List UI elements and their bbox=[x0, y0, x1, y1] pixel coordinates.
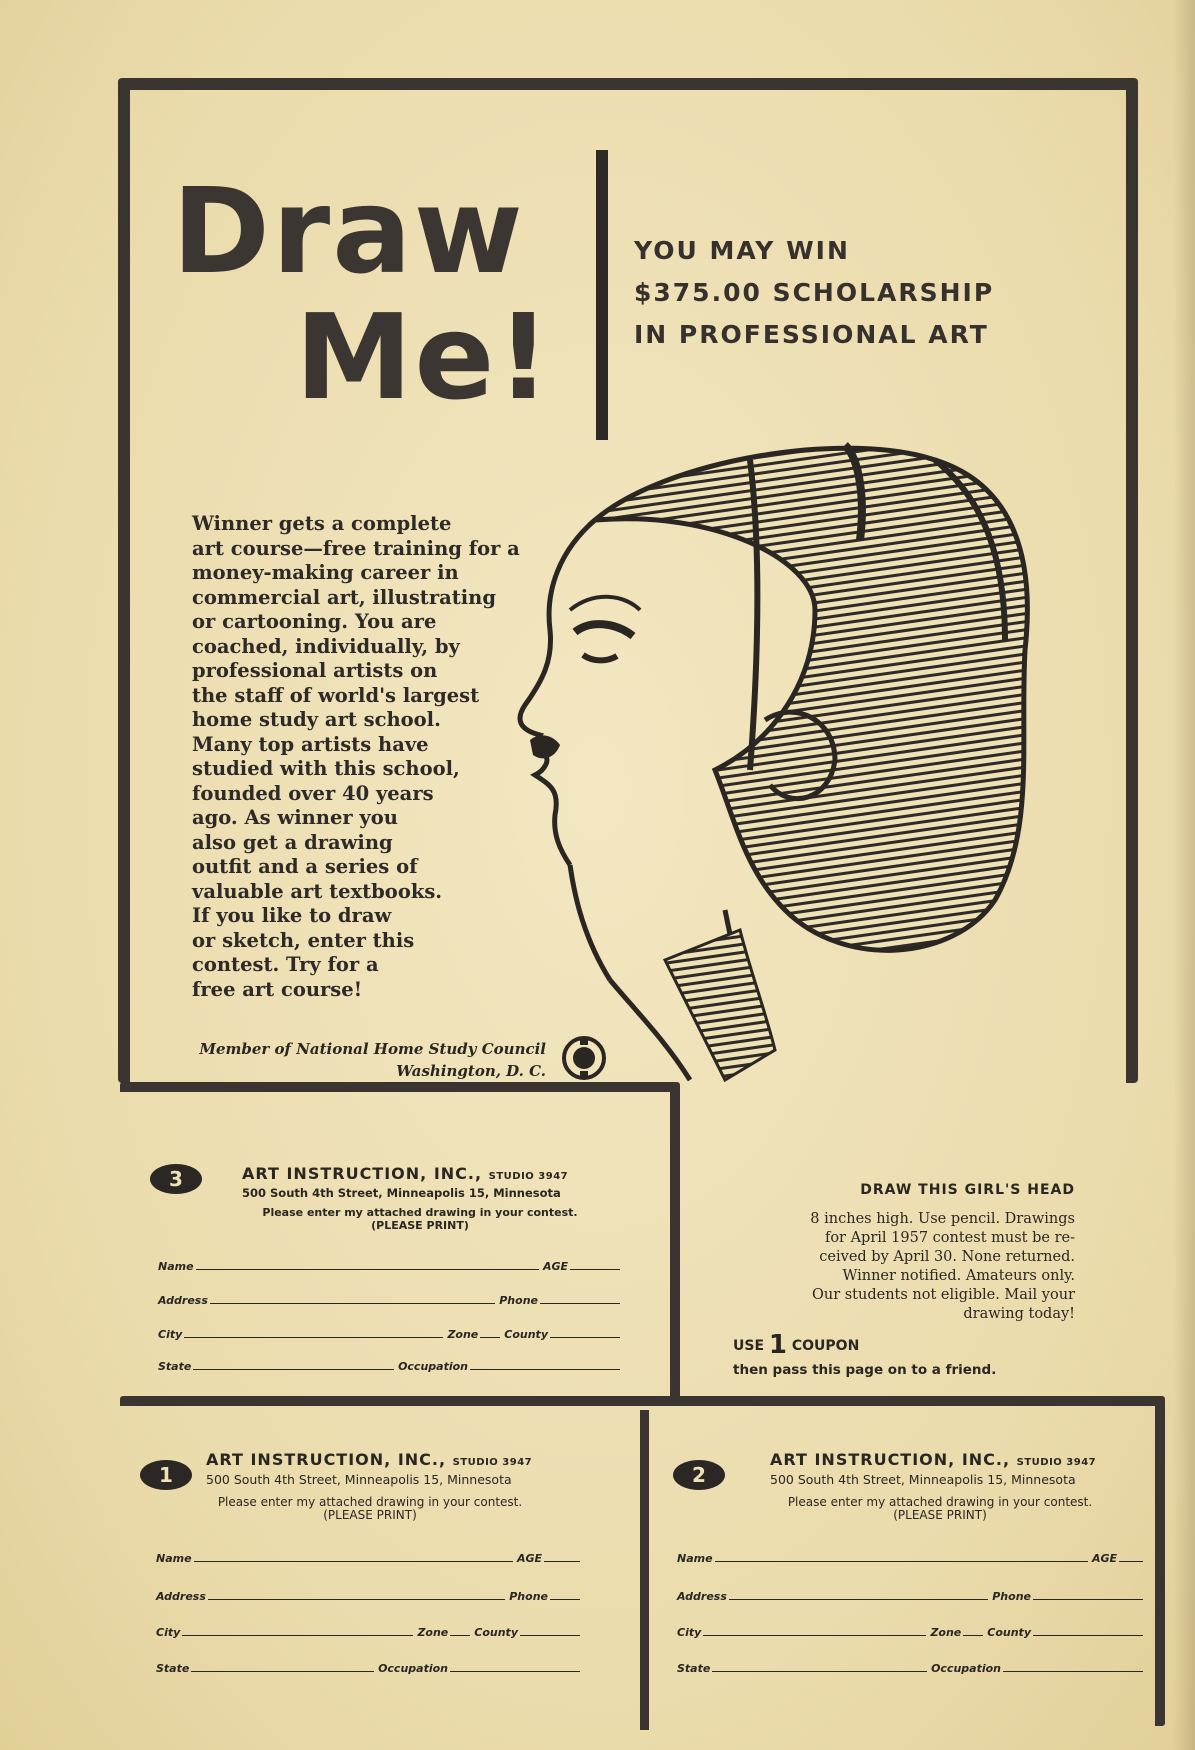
address-label: Address bbox=[158, 1294, 208, 1307]
company-name: ART INSTRUCTION, INC., bbox=[242, 1164, 483, 1183]
occupation-line[interactable] bbox=[470, 1369, 620, 1370]
coupon-word: COUPON bbox=[791, 1338, 860, 1354]
phone-label: Phone bbox=[509, 1590, 548, 1603]
address-line[interactable] bbox=[729, 1599, 988, 1600]
state-line[interactable] bbox=[193, 1369, 394, 1370]
girl-head-illustration bbox=[515, 440, 1145, 1090]
name-field[interactable] bbox=[158, 1260, 624, 1273]
coupon-address: 500 South 4th Street, Minneapolis 15, Minnesota bbox=[770, 1472, 1076, 1487]
coupon-number-badge: 1 bbox=[140, 1460, 192, 1490]
body-line: professional artists on bbox=[192, 659, 438, 682]
phone-label: Phone bbox=[499, 1294, 538, 1307]
headline-divider bbox=[596, 150, 608, 440]
state-label: State bbox=[156, 1662, 190, 1675]
city-line[interactable] bbox=[703, 1635, 926, 1636]
address-line[interactable] bbox=[208, 1599, 505, 1600]
studio: STUDIO 3947 bbox=[488, 1171, 569, 1182]
zone-label: Zone bbox=[447, 1328, 479, 1341]
age-line[interactable] bbox=[1119, 1561, 1143, 1562]
coupon-instruction bbox=[725, 1496, 1155, 1522]
county-label: County bbox=[474, 1626, 518, 1639]
state-label: State bbox=[158, 1360, 192, 1373]
state-label: State bbox=[677, 1662, 711, 1675]
body-line: valuable art textbooks. bbox=[192, 879, 443, 903]
coupon-company bbox=[770, 1450, 1096, 1469]
county-label: County bbox=[987, 1626, 1031, 1639]
prize-text bbox=[634, 230, 1104, 356]
use-number: 1 bbox=[768, 1330, 787, 1360]
address-field[interactable] bbox=[677, 1590, 1147, 1603]
body-line: or sketch, enter this bbox=[192, 928, 415, 952]
body-line: commercial art, illustrating bbox=[192, 585, 496, 609]
headline-me: Me! bbox=[295, 288, 553, 426]
council-line: Washington, D. C. bbox=[396, 1062, 546, 1080]
name-label: Name bbox=[158, 1260, 194, 1273]
body-line: or cartooning. You are bbox=[192, 610, 437, 633]
body-line: home study art school. bbox=[192, 708, 441, 731]
zone-line[interactable] bbox=[450, 1635, 470, 1636]
contest-instructions bbox=[725, 1182, 1075, 1324]
state-field[interactable] bbox=[158, 1360, 624, 1373]
prize-line: $375.00 SCHOLARSHIP bbox=[634, 278, 995, 307]
body-line: free art course! bbox=[192, 977, 363, 1001]
phone-line[interactable] bbox=[550, 1599, 580, 1600]
studio: STUDIO 3947 bbox=[452, 1457, 533, 1468]
age-label: AGE bbox=[1091, 1552, 1117, 1565]
address-field[interactable] bbox=[156, 1590, 584, 1603]
coupon-number-badge: 2 bbox=[673, 1460, 725, 1490]
instructions-line: drawing today! bbox=[963, 1306, 1075, 1322]
city-line[interactable] bbox=[182, 1635, 413, 1636]
county-line[interactable] bbox=[550, 1337, 620, 1338]
city-label: City bbox=[156, 1626, 181, 1639]
print-line: (PLEASE PRINT) bbox=[893, 1508, 987, 1522]
headline-draw: Draw bbox=[172, 162, 525, 300]
age-label: AGE bbox=[516, 1552, 542, 1565]
phone-label: Phone bbox=[992, 1590, 1031, 1603]
coupon-instruction bbox=[210, 1206, 630, 1232]
body-line: the staff of world's largest bbox=[192, 683, 480, 707]
please-line: Please enter my attached drawing in your contest. bbox=[217, 1495, 523, 1509]
instructions-body bbox=[725, 1210, 1075, 1324]
instructions-title: DRAW THIS GIRL'S HEAD bbox=[860, 1182, 1075, 1198]
age-label: AGE bbox=[542, 1260, 568, 1273]
name-line[interactable] bbox=[715, 1561, 1088, 1562]
city-field[interactable] bbox=[156, 1626, 584, 1639]
city-field[interactable] bbox=[158, 1328, 624, 1341]
coupon-2 bbox=[665, 1448, 1160, 1718]
occupation-line[interactable] bbox=[1003, 1671, 1143, 1672]
please-line: Please enter my attached drawing in your contest. bbox=[787, 1495, 1093, 1509]
print-line: (PLEASE PRINT) bbox=[371, 1219, 469, 1232]
coupon-company bbox=[206, 1450, 532, 1469]
name-field[interactable] bbox=[156, 1552, 584, 1565]
coupon-number-badge: 3 bbox=[150, 1164, 202, 1194]
city-label: City bbox=[158, 1328, 183, 1341]
city-field[interactable] bbox=[677, 1626, 1147, 1639]
body-line: founded over 40 years bbox=[192, 781, 434, 805]
coupon-address: 500 South 4th Street, Minneapolis 15, Minnesota bbox=[242, 1186, 561, 1200]
occupation-label: Occupation bbox=[378, 1662, 448, 1675]
company-name: ART INSTRUCTION, INC., bbox=[770, 1450, 1011, 1469]
body-line: money-making career in bbox=[192, 561, 459, 584]
page-edge-shadow bbox=[1173, 0, 1195, 1750]
coupon-3 bbox=[150, 1160, 630, 1390]
address-field[interactable] bbox=[158, 1294, 624, 1307]
body-line: If you like to draw bbox=[192, 904, 392, 927]
occupation-label: Occupation bbox=[398, 1360, 468, 1373]
council-membership bbox=[186, 1038, 546, 1082]
body-line: ago. As winner you bbox=[192, 806, 398, 829]
coupon-instruction bbox=[140, 1496, 600, 1522]
use-word: USE bbox=[733, 1338, 765, 1354]
body-line: also get a drawing bbox=[192, 830, 393, 854]
name-line[interactable] bbox=[194, 1561, 513, 1562]
coupon-address: 500 South 4th Street, Minneapolis 15, Minnesota bbox=[206, 1472, 512, 1487]
zone-line[interactable] bbox=[963, 1635, 983, 1636]
coupon-divider bbox=[640, 1410, 649, 1730]
body-line: outfit and a series of bbox=[192, 855, 418, 878]
name-label: Name bbox=[677, 1552, 713, 1565]
city-label: City bbox=[677, 1626, 702, 1639]
name-label: Name bbox=[156, 1552, 192, 1565]
body-copy bbox=[192, 512, 532, 1002]
instructions-line: ceived by April 30. None returned. bbox=[819, 1249, 1075, 1265]
please-line: Please enter my attached drawing in your contest. bbox=[262, 1206, 578, 1219]
body-line: Winner gets a complete bbox=[192, 512, 452, 535]
use-coupon bbox=[733, 1330, 859, 1360]
body-line: contest. Try for a bbox=[192, 953, 379, 976]
instructions-line: for April 1957 contest must be re- bbox=[824, 1230, 1075, 1246]
name-line[interactable] bbox=[196, 1269, 539, 1270]
coupon-1 bbox=[140, 1448, 600, 1718]
instructions-line: 8 inches high. Use pencil. Drawings bbox=[810, 1211, 1075, 1227]
occupation-label: Occupation bbox=[931, 1662, 1001, 1675]
body-line: studied with this school, bbox=[192, 757, 460, 780]
zone-label: Zone bbox=[417, 1626, 449, 1639]
instructions-line: Winner notified. Amateurs only. bbox=[842, 1268, 1075, 1284]
state-line[interactable] bbox=[712, 1671, 927, 1672]
county-line[interactable] bbox=[1033, 1635, 1143, 1636]
prize-line: IN PROFESSIONAL ART bbox=[634, 320, 989, 349]
zone-line[interactable] bbox=[480, 1337, 500, 1338]
prize-line: YOU MAY WIN bbox=[634, 236, 850, 265]
body-line: coached, individually, by bbox=[192, 634, 460, 658]
county-label: County bbox=[504, 1328, 548, 1341]
city-line[interactable] bbox=[184, 1337, 443, 1338]
zone-label: Zone bbox=[930, 1626, 962, 1639]
state-field[interactable] bbox=[156, 1662, 584, 1675]
county-line[interactable] bbox=[520, 1635, 580, 1636]
council-line: Member of National Home Study Council bbox=[199, 1040, 546, 1058]
coupon-company bbox=[242, 1164, 568, 1183]
age-line[interactable] bbox=[570, 1269, 620, 1270]
state-line[interactable] bbox=[191, 1671, 374, 1672]
address-label: Address bbox=[156, 1590, 206, 1603]
studio: STUDIO 3947 bbox=[1016, 1457, 1097, 1468]
body-line: art course—free training for a bbox=[192, 536, 520, 560]
occupation-line[interactable] bbox=[450, 1671, 580, 1672]
phone-line[interactable] bbox=[1033, 1599, 1143, 1600]
pass-on-note: then pass this page on to a friend. bbox=[733, 1362, 997, 1378]
state-field[interactable] bbox=[677, 1662, 1147, 1675]
print-line: (PLEASE PRINT) bbox=[323, 1508, 417, 1522]
phone-line[interactable] bbox=[540, 1303, 620, 1304]
name-field[interactable] bbox=[677, 1552, 1147, 1565]
age-line[interactable] bbox=[544, 1561, 580, 1562]
company-name: ART INSTRUCTION, INC., bbox=[206, 1450, 447, 1469]
address-line[interactable] bbox=[210, 1303, 495, 1304]
instructions-line: Our students not eligible. Mail your bbox=[811, 1287, 1075, 1303]
body-line: Many top artists have bbox=[192, 732, 429, 756]
address-label: Address bbox=[677, 1590, 727, 1603]
